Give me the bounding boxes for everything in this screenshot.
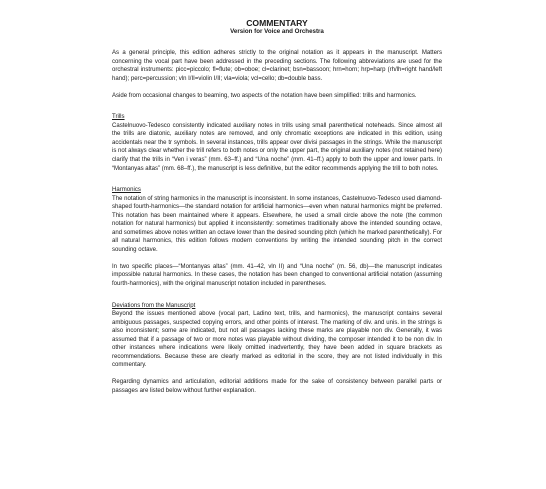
section-heading: Harmonics xyxy=(112,187,141,194)
section-paragraph: Regarding dynamics and articulation, editorial additions made for the sake of consistency between parallel parts or passages are listed below without further explanation. xyxy=(112,379,442,394)
page-title: COMMENTARY xyxy=(246,18,308,28)
intro-paragraph: Aside from occasional changes to beaming, two aspects of the notation have been simplified: trills and harmonics. xyxy=(112,92,417,99)
page-subtitle: Version for Voice and Orchestra xyxy=(230,28,324,35)
section-trills xyxy=(112,113,442,173)
section-paragraph: Beyond the issues mentioned above (vocal part, Ladino text, trills, and harmonics), the manuscript contains several ambiguous passages, suspected copying errors, and other points of interest. The marking of div. and unis. in the strings is also inconsistent; some are indicated, but not all passages lacking these marks are playable non div. Generally, it was assumed that if a passage of two or more notes was playable without dividing, the composer intended it to be non div. In other instances where indications were likely omitted inadvertently, they have been added in square brackets as recommendations. Because these are clearly marked as editorial in the score, they are not listed individually in this commentary. xyxy=(112,311,442,369)
section-paragraph: The notation of string harmonics in the manuscript is inconsistent. In some instances, Castelnuovo-Tedesco used diamond-shaped fourth-harmonics—the standard notation for artificial harmonics—even when natural harmonics might be preferred. This notation has been maintained where it appears. Elsewhere, he used a small circle above the note (the common notation for natural harmonics) but applied it inconsistently: sometimes traditionally above the intended sounding octave, and sometimes above notes written an octave lower than the desired sounding pitch (which he marked parenthetically). For all natural harmonics, this edition follows modern conventions by writing the intended sounding pitch in the correct sounding octave. xyxy=(112,195,442,253)
section-heading: Trills xyxy=(112,114,125,121)
document-page xyxy=(112,18,442,404)
section-paragraph: Castelnuovo-Tedesco consistently indicated auxiliary notes in trills using small parenthetical noteheads. Since almost all the trills are diatonic, auxiliary notes are removed, and only chromatic exceptions are indicated in this edition, using accidentals near the tr symbols. In several instances, trills appear over divisi passages in the strings. While the manuscript is not always clear whether the trill refers to both notes or only the upper part, the original auxiliary notes (not retained here) clarify that the trills in “Ven i veras” (mm. 63–ff.) and “Una noche” (mm. 41–ff.) apply to both the upper and lower parts. In “Montanyas altas” (mm. 68–ff.), the manuscript is less definitive, but the editor recommends applying the trill to both notes. xyxy=(112,122,442,172)
section-heading: Deviations from the Manuscript xyxy=(112,302,196,309)
intro-paragraph: As a general principle, this edition adheres strictly to the original notation as it appears in the manuscript. Matters concerning the vocal part have been addressed in the preceding sections. The following abbreviations are used for the orchestral instruments: picc=piccolo; fl=flute; ob=oboe; cl=clarinet; bsn=bassoon; hrn=horn; hrp=harp (rh/lh=right hand/left hand); perc=percussion; vln I/II=violin I/II; vla=viola; vcl=cello; db=double bass. xyxy=(112,50,442,82)
section-paragraph: In two specific places—“Montanyas altas” (mm. 41–42, vln II) and “Una noche” (m. 56, db)—the manuscript indicates impossible natural harmonics. In these cases, the notation has been changed to conventional artificial notation (assuming fourth-harmonics), with the original manuscript notation included in parentheses. xyxy=(112,263,442,288)
section-deviations xyxy=(112,302,442,396)
section-harmonics xyxy=(112,186,442,289)
